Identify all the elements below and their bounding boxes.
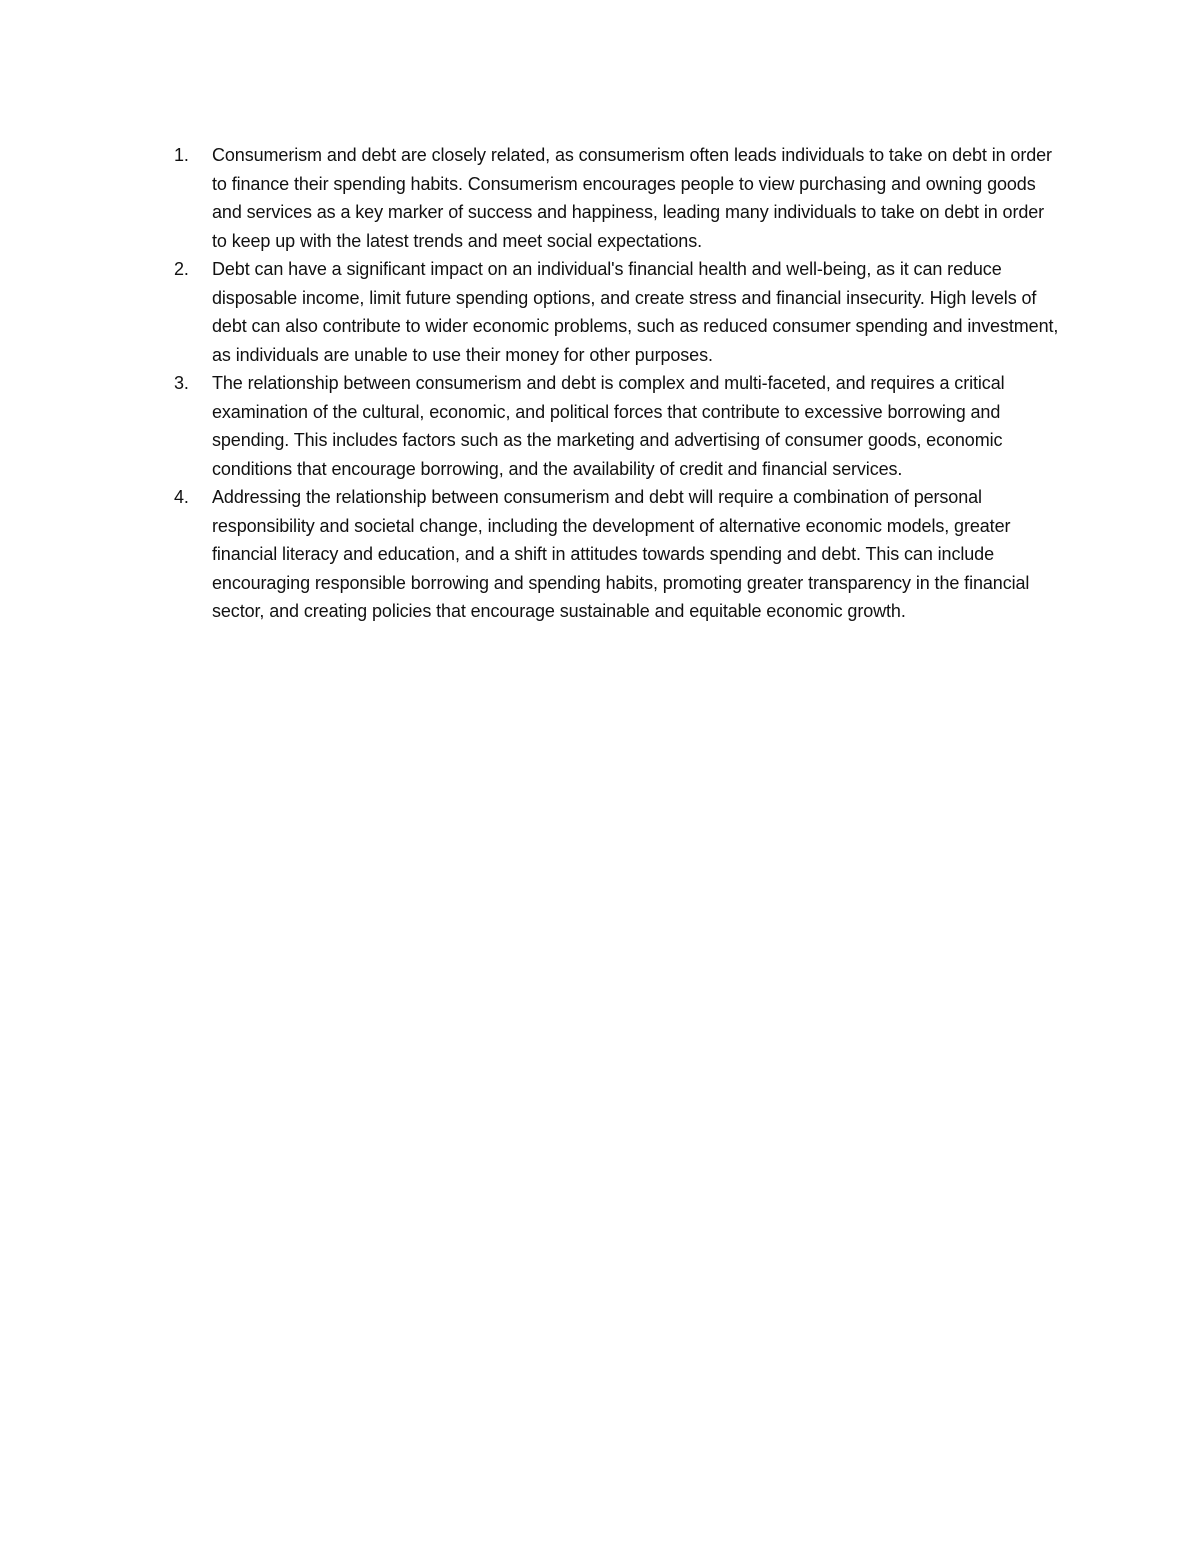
list-item-number: 1. (174, 145, 189, 165)
list-item-number: 2. (174, 259, 189, 279)
list-item-text: Consumerism and debt are closely related, as consumerism often leads individuals to take on debt in order to finance their spending habits. Consumerism encourages people to view purchasing and owning goods and services as a key marker of success and happiness, leading many individuals to take on debt in order to keep up with the latest trends and meet social expectations. (212, 145, 1052, 251)
numbered-list (160, 141, 1060, 626)
list-item (160, 141, 1060, 255)
list-item-number: 3. (174, 373, 189, 393)
list-item (160, 255, 1060, 369)
list-item-text: Addressing the relationship between consumerism and debt will require a combination of personal responsibility and societal change, including the development of alternative economic models, greater financial literacy and education, and a shift in attitudes towards spending and debt. This can include encouraging responsible borrowing and spending habits, promoting greater transparency in the financial sector, and creating policies that encourage sustainable and equitable economic growth. (212, 487, 1030, 621)
list-item-text: Debt can have a significant impact on an individual's financial health and well-being, as it can reduce disposable income, limit future spending options, and create stress and financial insecurity. High levels of debt can also contribute to wider economic problems, such as reduced consumer spending and investment, as individuals are unable to use their money for other purposes. (212, 259, 1059, 365)
list-item-text: The relationship between consumerism and debt is complex and multi-faceted, and requires a critical examination of the cultural, economic, and political forces that contribute to excessive borrowing and spending. This includes factors such as the marketing and advertising of consumer goods, economic conditions that encourage borrowing, and the availability of credit and financial services. (212, 373, 1005, 479)
list-item (160, 369, 1060, 483)
list-item-number: 4. (174, 487, 189, 507)
list-item (160, 483, 1060, 626)
